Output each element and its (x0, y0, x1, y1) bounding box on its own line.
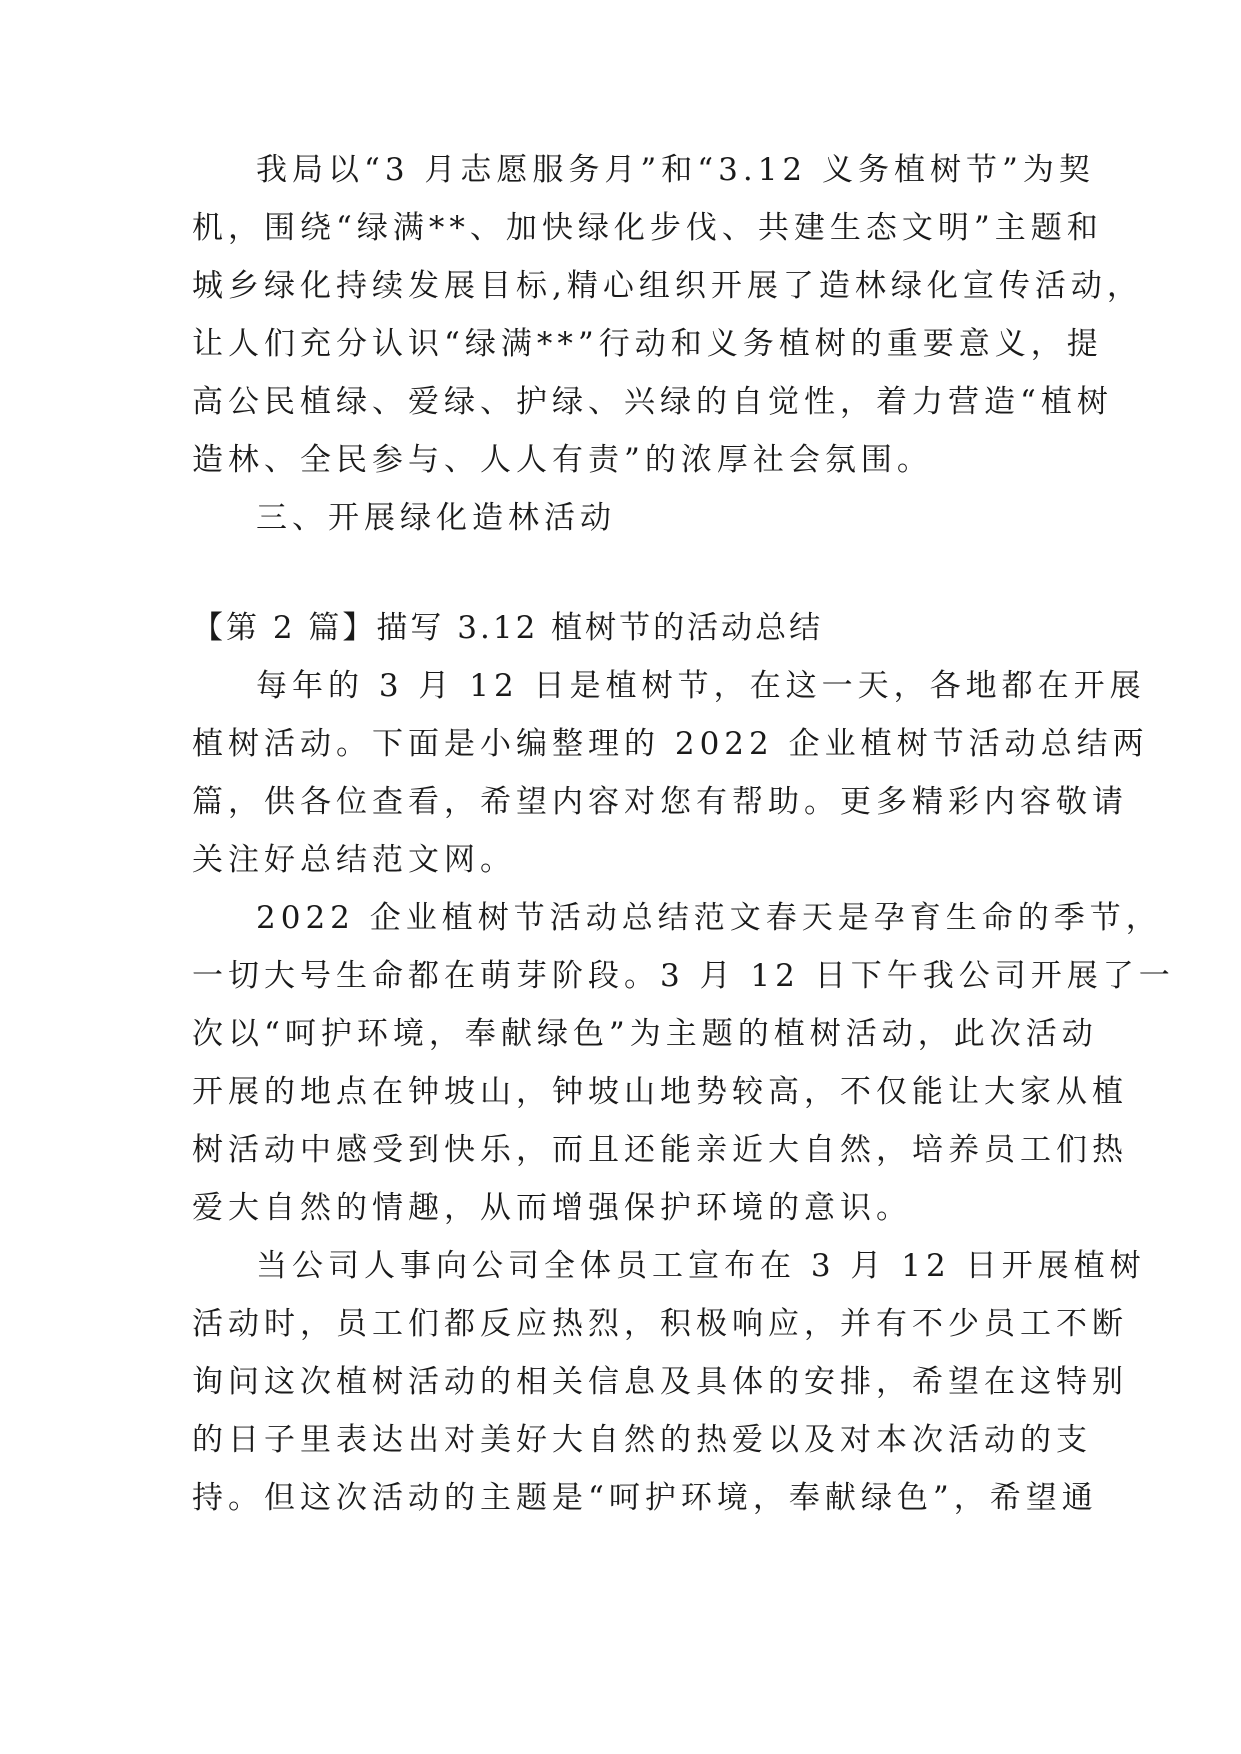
body-text-line: 的日子里表达出对美好大自然的热爱以及对本次活动的支 (192, 1422, 1092, 1458)
body-text-line: 一切大号生命都在萌芽阶段。3 月 12 日下午我公司开展了一 (192, 958, 1175, 994)
body-text-line: 植树活动。下面是小编整理的 2022 企业植树节活动总结两 (192, 726, 1149, 762)
body-text-line: 机，围绕“绿满**、加快绿化步伐、共建生态文明”主题和 (192, 210, 1103, 246)
body-text-line: 造林、全民参与、人人有责”的浓厚社会氛围。 (192, 442, 933, 478)
body-text-line: 爱大自然的情趣，从而增强保护环境的意识。 (192, 1190, 912, 1226)
body-text-line: 让人们充分认识“绿满**”行动和义务植树的重要意义，提 (192, 326, 1103, 362)
body-text-line: 树活动中感受到快乐，而且还能亲近大自然，培养员工们热 (192, 1132, 1128, 1168)
body-text-line: 每年的 3 月 12 日是植树节，在这一天，各地都在开展 (256, 668, 1146, 704)
section-subheading: 三、开展绿化造林活动 (256, 500, 616, 536)
body-text-line: 高公民植绿、爱绿、护绿、兴绿的自觉性，着力营造“植树 (192, 384, 1113, 420)
body-text-line: 持。但这次活动的主题是“呵护环境，奉献绿色”，希望通 (192, 1480, 1098, 1516)
body-text-line: 城乡绿化持续发展目标,精心组织开展了造林绿化宣传活动， (192, 268, 1143, 304)
body-text-line: 我局以“3 月志愿服务月”和“3.12 义务植树节”为契 (256, 152, 1095, 188)
body-text-line: 询问这次植树活动的相关信息及具体的安排，希望在这特别 (192, 1364, 1128, 1400)
body-text-line: 开展的地点在钟坡山，钟坡山地势较高，不仅能让大家从植 (192, 1074, 1128, 1110)
body-text-line: 当公司人事向公司全体员工宣布在 3 月 12 日开展植树 (256, 1248, 1146, 1284)
article-title: 【第 2 篇】描写 3.12 植树节的活动总结 (192, 610, 824, 646)
body-text-line: 次以“呵护环境，奉献绿色”为主题的植树活动，此次活动 (192, 1016, 1098, 1052)
body-text-line: 关注好总结范文网。 (192, 842, 516, 878)
body-text-line: 2022 企业植树节活动总结范文春天是孕育生命的季节， (256, 900, 1162, 936)
body-text-line: 活动时，员工们都反应热烈，积极响应，并有不少员工不断 (192, 1306, 1128, 1342)
body-text-line: 篇，供各位查看，希望内容对您有帮助。更多精彩内容敬请 (192, 784, 1128, 820)
